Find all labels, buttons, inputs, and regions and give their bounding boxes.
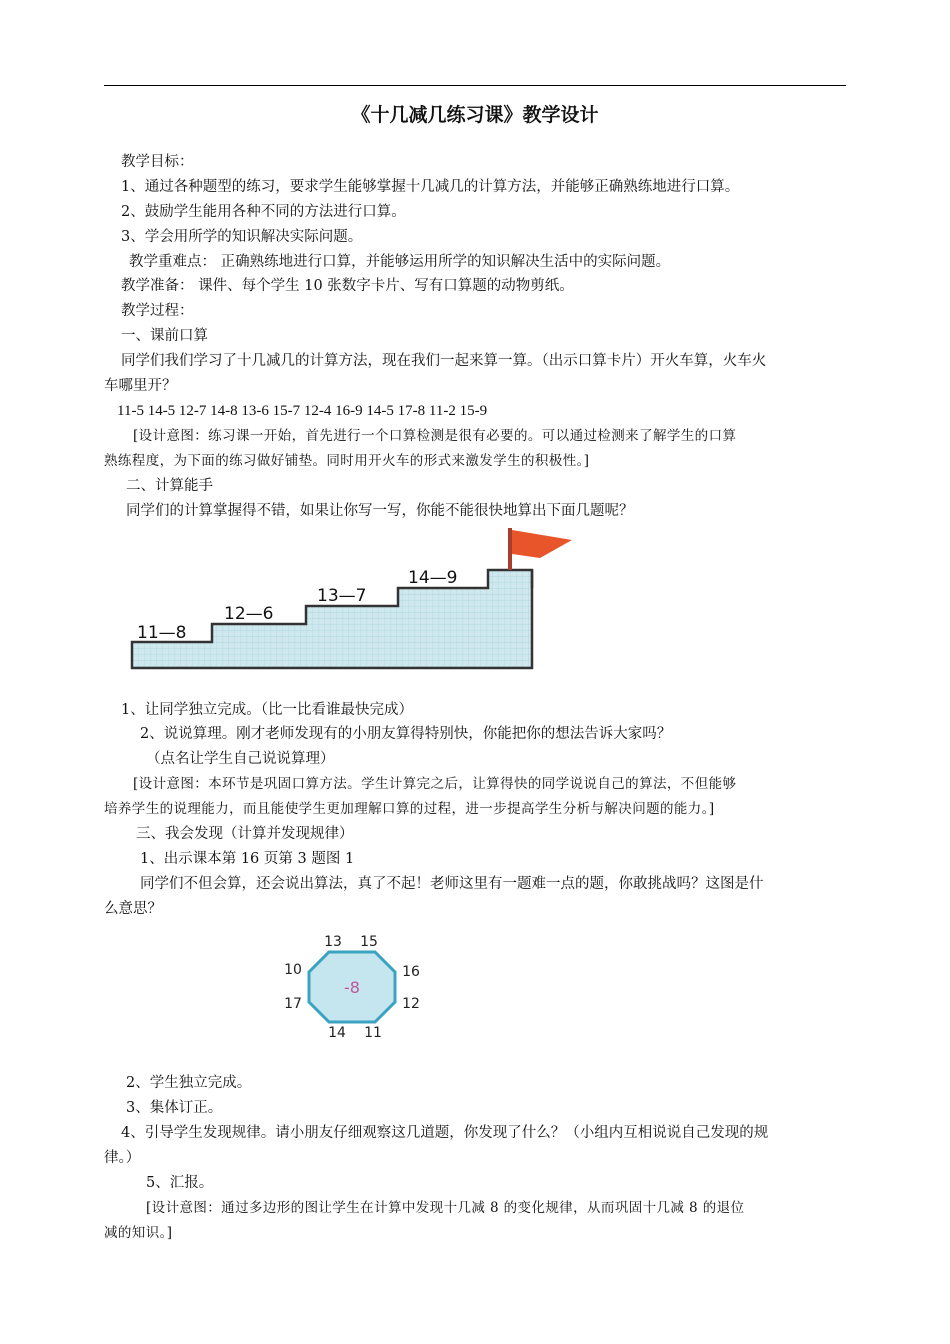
section-3-text-line-1: 同学们不但会算，还会说出算法，真了不起！老师这里有一题难一点的题，你敢挑战吗？这图是什 xyxy=(140,876,764,892)
octagon-center: -8 xyxy=(344,978,360,997)
stair-step-2: 12—6 xyxy=(224,604,274,624)
section-3-item-3: 3、集体订正。 xyxy=(126,1100,223,1116)
goal-3: 3、学会用所学的知识解决实际问题。 xyxy=(121,229,363,245)
staircase-body xyxy=(132,570,532,668)
section-2-text: 同学们的计算掌握得不错，如果让你写一写，你能不能很快地算出下面几题呢？ xyxy=(126,503,634,519)
section-3-text-line-2: 么意思？ xyxy=(104,901,162,917)
section-2-item-1: 1、让同学独立完成。（比一比看谁最快完成） xyxy=(121,702,413,718)
section-3-note-line-1: [设计意图：通过多边形的图让学生在计算中发现十几减 8 的变化规律，从而巩固十几减 8 的退位 xyxy=(146,1200,745,1216)
preparation: 教学准备： 课件、每个学生 10 张数字卡片、写有口算题的动物剪纸。 xyxy=(121,278,574,294)
octagon-number: 14 xyxy=(328,1025,346,1041)
octagon-number: 15 xyxy=(360,934,378,950)
octagon-number: 16 xyxy=(402,964,420,980)
flag-pole xyxy=(508,528,512,570)
stair-step-1: 11—8 xyxy=(137,623,187,643)
section-3-item-2: 2、学生独立完成。 xyxy=(126,1075,252,1091)
flag-icon xyxy=(512,530,572,558)
section-1-text-line-2: 车哪里开？ xyxy=(104,378,177,394)
octagon-number: 10 xyxy=(284,962,302,978)
stair-step-3: 13—7 xyxy=(317,586,367,606)
goal-1: 1、通过各种题型的练习，要求学生能够掌握十几减几的计算方法，并能够正确熟练地进行口算。 xyxy=(121,179,740,195)
section-2-heading: 二、计算能手 xyxy=(126,478,213,494)
section-1-note-line-2: 熟练程度，为下面的练习做好铺垫。同时用开火车的形式来激发学生的积极性。] xyxy=(104,453,590,469)
octagon-number: 12 xyxy=(402,996,420,1012)
section-2-note-line-2: 培养学生的说理能力，而且能使学生更加理解口算的过程，进一步提高学生分析与解决问题的能力。] xyxy=(104,801,715,817)
goal-2: 2、鼓励学生能用各种不同的方法进行口算。 xyxy=(121,204,406,220)
stair-step-4: 14—9 xyxy=(408,568,458,588)
octagon-figure xyxy=(277,926,437,1046)
section-2-item-2: 2、说说算理。刚才老师发现有的小朋友算得特别快，你能把你的想法告诉大家吗？ xyxy=(140,726,672,742)
key-points: 教学重难点： 正确熟练地进行口算，并能够运用所学的知识解决生活中的实际问题。 xyxy=(129,254,671,270)
staircase-figure xyxy=(120,528,580,678)
octagon-number: 13 xyxy=(324,934,342,950)
section-3-item-4-line-1: 4、引导学生发现规律。请小朋友仔细观察这几道题，你发现了什么？（小组内互相说说自己发现的规 xyxy=(121,1125,769,1141)
section-3-item-4-line-2: 律。） xyxy=(104,1150,141,1166)
process-heading: 教学过程： xyxy=(121,303,194,319)
header-rule xyxy=(104,85,846,86)
document-title: 《十几减几练习课》教学设计 xyxy=(351,104,599,126)
oral-problems: 11-5 14-5 12-7 14-8 13-6 15-7 12-4 16-9 14-5 17-8 11-2 15-9 xyxy=(117,403,488,419)
section-1-text-line-1: 同学们我们学习了十几减几的计算方法，现在我们一起来算一算。（出示口算卡片）开火车算，火车火 xyxy=(121,353,767,369)
section-1-heading: 一、课前口算 xyxy=(121,328,208,344)
section-3-heading: 三、我会发现（计算并发现规律） xyxy=(136,826,354,842)
octagon-number: 11 xyxy=(364,1025,382,1041)
section-2-note-line-1: [设计意图：本环节是巩固口算方法。学生计算完之后，让算得快的同学说说自己的算法，不但能够 xyxy=(133,776,737,792)
section-2-item-3: （点名让学生自己说说算理） xyxy=(146,751,335,767)
octagon-number: 17 xyxy=(284,996,302,1012)
section-3-item-5: 5、汇报。 xyxy=(146,1175,214,1191)
section-3-note-line-2: 减的知识。] xyxy=(104,1225,173,1241)
section-3-item-1: 1、出示课本第 16 页第 3 题图 1 xyxy=(140,851,355,867)
goal-heading: 教学目标： xyxy=(121,154,194,170)
section-1-note-line-1: [设计意图：练习课一开始，首先进行一个口算检测是很有必要的。可以通过检测来了解学生的口算 xyxy=(133,428,737,444)
